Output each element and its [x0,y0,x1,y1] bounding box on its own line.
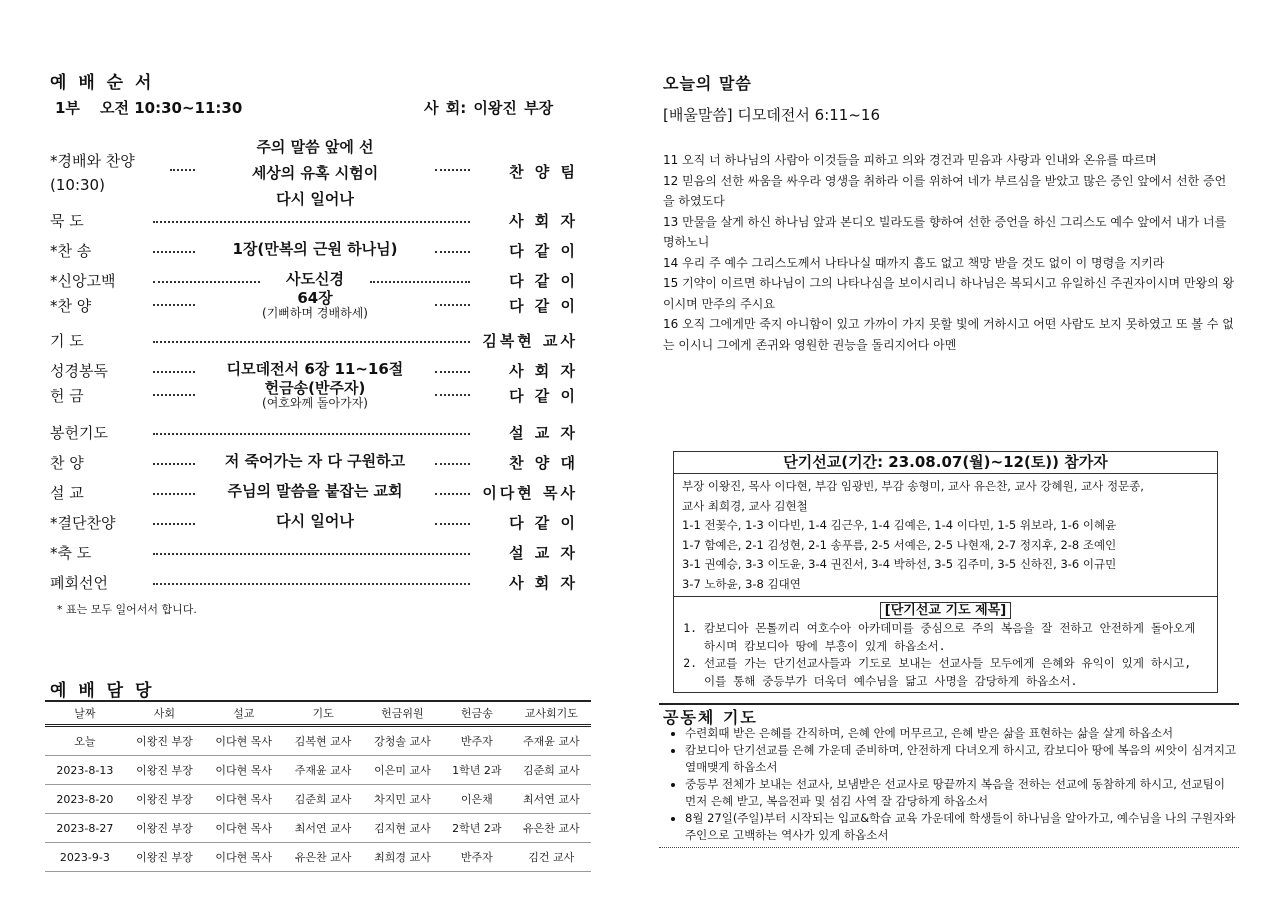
verse: 12 믿음의 선한 싸움을 싸우라 영생을 취하라 이를 위하여 네가 부르심을 받았고 많은 증인 앞에서 선한 증언을 하였도다 [663,173,1227,208]
order-item-content [200,379,430,410]
duty-cell: 강청솔 교사 [363,726,442,756]
duty-cell: 반주자 [442,843,512,872]
mission-title: 단기선교(기간: 23.08.07(월)~12(토)) 참가자 [674,452,1217,474]
duty-heading: 예 배 담 당 [50,681,155,701]
duty-cell: 2023-8-27 [45,814,125,843]
order-content-line: 세상의 유혹 시험이 [251,164,379,182]
dot-leader [435,463,470,465]
order-item-leader: 다 같 이 [509,297,578,315]
duty-cell: 김복현 교사 [283,726,362,756]
mission-participants [674,474,1217,594]
order-item-name: *축 도 [50,544,92,562]
duty-row [45,756,591,785]
order-row [50,138,578,208]
dot-leader [435,394,470,396]
dot-leader [435,493,470,495]
order-content-line: 다시 일어나 [276,512,354,530]
verse: 13 만물을 살게 하신 하나님 앞과 본디오 빌라도를 향하여 선한 증언을 하신 그리스도 예수 앞에서 내가 너를 명하노니 [663,214,1227,249]
duty-cell: 이은미 교사 [363,756,442,785]
duty-cell: 이다현 목사 [204,785,283,814]
order-item-name: 기 도 [50,332,84,350]
order-item-name: 찬 양 [50,454,84,472]
mission-prayer-item: 1. 캄보디아 몬톨끼리 여호수아 아카데미를 중심으로 주의 복음을 잘 전하고 안전하게 돌아오게 하시며 캄보디아 땅에 부흥이 있게 하옵소서. [704,620,1207,655]
duty-cell: 주재윤 교사 [283,756,362,785]
order-content-line: 다시 일어나 [276,190,354,208]
duty-header: 헌금위원 [363,701,442,726]
duty-cell: 최서연 교사 [512,785,591,814]
dot-leader [435,523,470,525]
order-item-name: 성경봉독 [50,362,108,380]
dot-leader [153,221,470,223]
order-item-name: *경배와 찬양 [50,152,135,170]
participant-line: 부장 이왕진, 목사 이다현, 부감 임광빈, 부감 송형미, 교사 유은찬, 교사 강혜원, 교사 정문종, [682,479,1144,493]
verse: 16 오직 그에게만 죽지 아니함이 있고 가까이 가지 못할 빛에 거하시고 어떤 사람도 보지 못하였고 또 볼 수 없는 이시니 그에게 존귀와 영원한 권능을 돌리지어다 아멘 [663,317,1234,352]
duty-table [45,700,591,872]
order-item-leader: 김복현 교사 [482,332,578,350]
word-heading: 오늘의 말씀 [663,74,752,93]
dot-leader [153,394,195,396]
order-item-leader: 찬 양 팀 [509,163,578,181]
order-item-name: *신앙고백 [50,272,116,290]
duty-cell: 2023-8-13 [45,756,125,785]
duty-cell: 차지민 교사 [363,785,442,814]
dot-leader [153,304,195,306]
scripture-reference: [배울말씀] 디모데전서 6:11~16 [663,106,880,124]
order-row [50,379,578,413]
community-prayer-list [663,725,1238,844]
dot-leader [153,251,195,253]
duty-cell: 이왕진 부장 [125,726,204,756]
duty-cell: 반주자 [442,726,512,756]
mission-prayer-item: 2. 선교를 가는 단기선교사들과 기도로 보내는 선교사들 모두에게 은혜와 유익이 있게 하시고, 이를 통해 중등부가 더욱더 예수님을 닮고 사명을 감당하게 하옵소서. [704,655,1207,690]
duty-header: 기도 [283,701,362,726]
order-row [50,422,578,450]
order-item-leader: 다 같 이 [509,387,578,405]
order-item-leader: 사 회 자 [509,574,578,592]
order-item-name: 묵 도 [50,212,84,230]
order-item-leader: 사 회 자 [509,212,578,230]
order-row [50,452,578,480]
order-row [50,512,578,540]
order-row [50,240,578,268]
dot-leader [435,169,470,171]
dot-leader [170,169,195,171]
order-item-name: 설 교 [50,484,84,502]
service-time: 오전 10:30~11:30 [100,99,243,117]
order-item-name: 봉헌기도 [50,424,108,442]
dot-leader [153,523,195,525]
duty-cell: 김준희 교사 [512,756,591,785]
order-content-line: 사도신경 [286,270,344,288]
order-item-leader: 다 같 이 [509,242,578,260]
community-bottom-rule [659,847,1239,848]
order-content-line: 64장 [297,289,333,307]
order-item-name: 헌 금 [50,387,84,405]
duty-header: 날짜 [45,701,125,726]
dot-leader [435,251,470,253]
order-item-name: *찬 양 [50,297,92,315]
order-content-line: 헌금송(반주자) [264,379,366,397]
order-item-name: 폐회선언 [50,574,108,592]
duty-row [45,814,591,843]
duty-cell: 유은찬 교사 [512,814,591,843]
order-content-line: 저 죽어가는 자 다 구원하고 [224,452,406,470]
duty-cell: 이왕진 부장 [125,785,204,814]
order-row [50,289,578,323]
dot-leader [153,493,195,495]
order-item-leader: 다 같 이 [509,514,578,532]
verse: 11 오직 너 하나님의 사람아 이것들을 피하고 의와 경건과 믿음과 사랑과 인내와 온유를 따르며 [663,153,1157,167]
order-item-leader: 사 회 자 [509,362,578,380]
dot-leader [153,463,195,465]
duty-cell: 이다현 목사 [204,756,283,785]
order-item-content [200,270,430,288]
duty-cell: 이왕진 부장 [125,843,204,872]
dot-leader [153,583,470,585]
mission-prayer-title: [단기선교 기도 제목] [880,602,1011,619]
order-content-line: 디모데전서 6장 11~16절 [226,360,404,378]
mc-label: 사 회: 이왕진 부장 [424,99,554,117]
participant-line: 3-7 노하윤, 3-8 김대연 [682,576,801,591]
order-item-content [200,452,430,470]
order-content-line: 주님의 말씀을 붙잡는 교회 [227,482,403,500]
dot-leader [435,371,470,373]
duty-cell: 이은채 [442,785,512,814]
duty-cell: 오늘 [45,726,125,756]
duty-cell: 이왕진 부장 [125,814,204,843]
duty-cell: 이다현 목사 [204,726,283,756]
duty-cell: 최서연 교사 [283,814,362,843]
order-content-sub: (여호와께 돌아가자) [262,396,368,410]
duty-cell: 1학년 2과 [442,756,512,785]
mission-prayer-list [674,620,1217,690]
duty-cell: 2학년 2과 [442,814,512,843]
participant-line: 교사 최희경, 교사 김현철 [682,498,808,513]
community-prayer-item: • 캄보디아 단기선교를 은혜 가운데 준비하며, 안전하게 다녀오게 하시고, 캄보디아 땅에 복음의 씨앗이 심겨지고 열매맺게 하옵소서 [685,742,1238,776]
order-item-name: *찬 송 [50,242,92,260]
duty-cell: 유은찬 교사 [283,843,362,872]
mission-box [673,451,1218,693]
dot-leader [153,341,470,343]
order-item-content [200,482,430,500]
duty-cell: 이다현 목사 [204,843,283,872]
duty-cell: 이왕진 부장 [125,756,204,785]
participant-line: 1-1 전꽃수, 1-3 이다빈, 1-4 김근우, 1-4 김예은, 1-4 이다민, 1-5 위보라, 1-6 이혜윤 [682,518,1117,532]
duty-cell: 2023-8-20 [45,785,125,814]
duty-row [45,726,591,756]
community-prayer-item: • 8월 27일(주일)부터 시작되는 입교&학습 교육 가운데에 학생들이 하나님을 알아가고, 예수님을 나의 구원자와 주인으로 고백하는 역사가 있게 하옵소서 [685,810,1238,844]
order-item-content [200,240,430,258]
order-item-name: *결단찬양 [50,514,116,532]
service-label: 1부 [55,99,80,117]
dot-leader [153,553,470,555]
duty-cell: 김준희 교사 [283,785,362,814]
scripture-text [663,150,1237,355]
duty-cell: 이다현 목사 [204,814,283,843]
duty-header: 사회 [125,701,204,726]
duty-cell: 2023-9-3 [45,843,125,872]
order-content-line: 주의 말씀 앞에 선 [256,138,374,156]
order-row [50,482,578,510]
community-heading: 공동체 기도 [663,708,758,727]
duty-cell: 김건 교사 [512,843,591,872]
community-prayer-item: • 수련회때 받은 은혜를 간직하며, 은혜 안에 머무르고, 은혜 받은 삶을 표현하는 삶을 살게 하옵소서 [685,725,1238,742]
order-row [50,572,578,600]
dot-leader [435,304,470,306]
order-row [50,542,578,570]
community-prayer-item: • 중등부 전체가 보내는 선교사, 보냄받은 선교사로 땅끝까지 복음을 전하는 선교에 동참하게 하시고, 선교팀이 먼저 은혜 받고, 복음전파 및 섬김 사역 잘 감당하게 하옵소서 [685,776,1238,810]
duty-cell: 김지현 교사 [363,814,442,843]
order-note: * 표는 모두 일어서서 합니다. [57,603,197,616]
order-item-time: (10:30) [50,176,105,194]
duty-row [45,785,591,814]
order-item-leader: 찬 양 대 [509,454,578,472]
duty-row [45,843,591,872]
participant-line: 3-1 권예승, 3-3 이도윤, 3-4 권진서, 3-4 박하선, 3-5 김주미, 3-5 신하진, 3-6 이규민 [682,557,1117,571]
order-item-leader: 이다현 목사 [482,484,578,502]
dot-leader [153,433,470,435]
participant-line: 1-7 함예은, 2-1 김성현, 2-1 송푸름, 2-5 서예은, 2-5 나현재, 2-7 정지후, 2-8 조예인 [682,537,1117,552]
order-item-leader: 설 교 자 [509,424,578,442]
duty-header: 설교 [204,701,283,726]
duty-header: 교사회기도 [512,701,591,726]
order-content-sub: (기뻐하며 경배하세) [262,306,368,320]
dot-leader [153,371,195,373]
verse: 15 기약이 이르면 하나님이 그의 나타나심을 보이시리니 하나님은 복되시고 유일하신 주권자이시며 만왕의 왕이시며 만주의 주시요 [663,276,1235,311]
order-item-leader: 다 같 이 [509,272,578,290]
order-item-content [200,134,430,212]
order-item-leader: 설 교 자 [509,544,578,562]
order-heading: 예 배 순 서 [50,73,155,93]
order-row [50,330,578,358]
order-item-content [200,512,430,530]
order-item-content [200,360,430,378]
order-content-line: 1장(만복의 근원 하나님) [232,240,398,258]
verse: 14 우리 주 예수 그리스도께서 나타나실 때까지 흠도 없고 책망 받을 것도 없이 이 명령을 지키라 [663,255,1165,270]
order-item-content [200,289,430,320]
duty-header: 헌금송 [442,701,512,726]
duty-cell: 주재윤 교사 [512,726,591,756]
order-row [50,210,578,238]
duty-cell: 최희경 교사 [363,843,442,872]
